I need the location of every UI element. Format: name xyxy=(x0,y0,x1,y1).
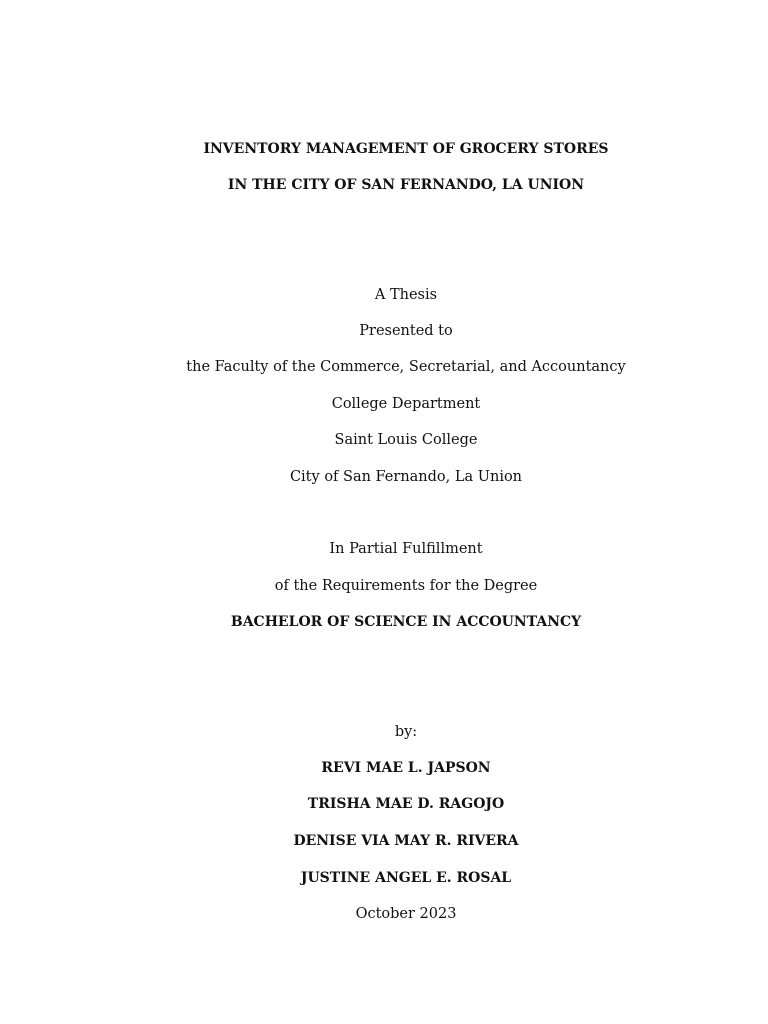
document-type: A Thesis xyxy=(374,287,438,303)
fulfillment-line-1: In Partial Fulfillment xyxy=(329,541,483,557)
degree-name: BACHELOR OF SCIENCE IN ACCOUNTANCY xyxy=(230,614,582,630)
faculty-name: the Faculty of the Commerce, Secretarial, and Accountancy xyxy=(186,359,626,375)
submission-date: October 2023 xyxy=(355,906,457,922)
thesis-title-line-2: IN THE CITY OF SAN FERNANDO, LA UNION xyxy=(227,177,585,193)
author-name: TRISHA MAE D. RAGOJO xyxy=(307,796,505,812)
institution-location: City of San Fernando, La Union xyxy=(289,469,523,485)
presented-to: Presented to xyxy=(359,323,453,339)
by-label: by: xyxy=(394,724,418,740)
department-name: College Department xyxy=(331,396,481,412)
institution-name: Saint Louis College xyxy=(334,432,478,448)
author-name: REVI MAE L. JAPSON xyxy=(321,760,491,776)
author-name: DENISE VIA MAY R. RIVERA xyxy=(293,833,519,849)
fulfillment-line-2: of the Requirements for the Degree xyxy=(274,578,538,594)
thesis-title-line-1: INVENTORY MANAGEMENT OF GROCERY STORES xyxy=(203,141,609,157)
author-name: JUSTINE ANGEL E. ROSAL xyxy=(300,870,512,886)
